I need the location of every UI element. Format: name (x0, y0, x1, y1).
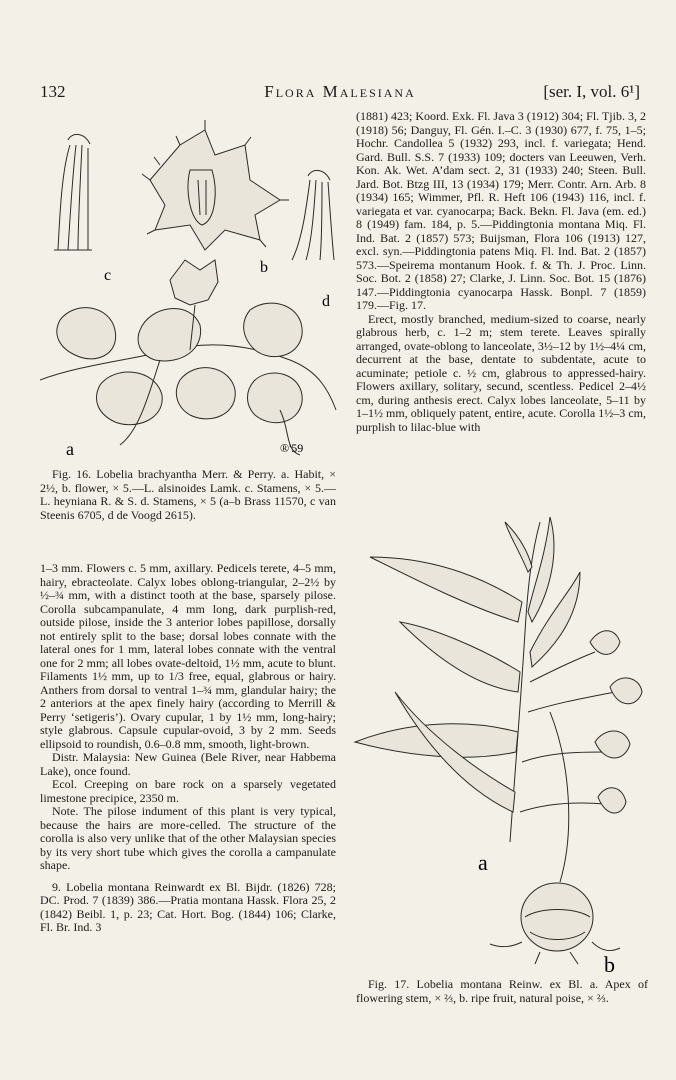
stamens-d-drawing (292, 170, 334, 260)
label-b: b (260, 259, 268, 276)
figure-16-illustration (40, 110, 340, 470)
figure-16-caption-text: Fig. 16. Lobelia brachyantha Merr. & Perry. a. Habit, × 2½, b. flower, × 5.—L. alsinoides Lamk. c. Stamens, × 5.—L. heyniana R. & S. d. Stamens, × 5 (a–b Brass 11570, c van Steenis 6705, d de Voogd 2615). (40, 467, 336, 522)
flowering-stem-a-drawing (355, 517, 642, 842)
label-b: b (604, 952, 615, 972)
flower-b-drawing (142, 120, 289, 250)
species-heading-paragraph: 9. Lobelia montana Reinwardt ex Bl. Bijdr. (1826) 728; DC. Prod. 7 (1839) 386.—Pratia montana Hassk. Flora 25, 2 (1842) Beibl. 1, p. 23; Cat. Hort. Bog. (1844) 106; Clarke, Fl. Br. Ind. 3 (40, 879, 336, 934)
description-paragraph: 1–3 mm. Flowers c. 5 mm, axillary. Pedicels terete, 4–5 mm, hairy, ebracteolate. Calyx lobes oblong-triangular, 2–2½ by ½–¾ mm, with a distinct tooth at the base, sparsely pilose. Corolla subcampanulate, 4 mm long, dark purplish-red, outside pilose, inside the 3 anterior lobes papillose, dorsally not entirely split to the base; dorsal lobes connate with the lateral ones for 1 mm, lateral lobes connate with the ventral one for 2 mm; all lobes ovate-deltoid, 1½ mm, acute to blunt. Filaments 1½ mm, up to 1/3 free, equal, glabrous or hairy. Anthers from dorsal to ventral 1–¾ mm, glandular hairy; the 2 anteriors at the apex finely hairy (according to Merrill & Perry ‘setigeris’). Ovary cupular, 1 by 1½ mm, long-hairy; style glabrous. Capsule cupular-ovoid, 3 by 2 mm. Seeds ellipsoid to roundish, 0.6–0.8 mm, smooth, light-brown. (40, 561, 336, 751)
label-d: d (322, 293, 330, 310)
right-column (356, 110, 646, 434)
habit-a-drawing (40, 260, 336, 455)
page-header (40, 82, 640, 104)
label-c: c (104, 267, 112, 284)
label-a: a (478, 850, 488, 875)
figure-17-illustration (350, 512, 650, 972)
morphology-paragraph: Erect, mostly branched, medium-sized to coarse, nearly glabrous herb, c. 1–2 m; stem terete. Leaves spirally arranged, ovate-oblong to lanceolate, 3½–12 by 1½–4¼ cm, decurrent at the base, dentate to subdentate, acute to acuminate; petiole c. ½ cm, glabrous to appressed-hairy. Flowers axillary, solitary, secund, scentless. Pedicel 2–4½ cm, during anthesis erect. Calyx lobes lanceolate, 5–11 by 1–1½ mm, obliquely patent, entire, acute. Corolla 1½–3 cm, purplish to lilac-blue with (356, 311, 646, 434)
running-title: Flora Malesiana (264, 82, 416, 101)
synonymy-paragraph: (1881) 423; Koord. Exk. Fl. Java 3 (1912) 304; Fl. Tjib. 3, 2 (1918) 56; Danguy, Fl. Gén. I.–C. 3 (1930) 677, f. 75, 1–5; Hochr. Candollea 5 (1932) 293, incl. f. variegata; Hend. Gard. Bull. S.S. 7 (1933) 109; docters van Leeuwen, Verh. Kon. Ak. Wet. A’dam sect. 2, 31 (1933) 240; Steen. Bull. Jard. Bot. Btzg III, 13 (1934) 179; Merr. Contr. Arn. Arb. 8 (1934) 165; Wimmer, Pfl. R. Heft 106 (1943) 116, incl. f. variegata et var. cyanocarpa; Back. Bekn. Fl. Java (em. ed.) 8 (1949) fam. 184, p. 5.—Piddingtonia montana Miq. Fl. Ind. Bat. 2 (1857) 573; Buijsman, Flora 106 (1913) 127, excl. syn.—Piddingtonia patens Miq. Fl. Ind. Bat. 2 (1857) 573.—Speirema montanum Hook. f. & Th. J. Proc. Linn. Soc. Bot. 2 (1858) 27; Clarke, J. Linn. Soc. Bot. 15 (1876) 147.—Piddingtonia cyanocarpa Hassk. Bonpl. 7 (1859) 179.—Fig. 17. (356, 109, 646, 312)
label-a: a (66, 439, 74, 459)
figure-17-caption (356, 978, 648, 1005)
figure-17-caption-text: Fig. 17. Lobelia montana Reinw. ex Bl. a. Apex of flowering stem, × ⅔, b. ripe fruit, natural poise, × ⅔. (356, 977, 648, 1005)
figure-16-caption (40, 468, 336, 522)
note-paragraph: Note. The pilose indument of this plant is very typical, because the hairs are more-celled. The structure of the corolla is also very unlike that of the other Malaysian species by its very short tube which gives the corolla a campanulate shape. (40, 804, 336, 872)
page-number: 132 (40, 82, 66, 101)
left-column (40, 562, 336, 935)
artist-mark: ®'59 (280, 441, 304, 455)
stamens-c-drawing (54, 134, 92, 250)
distribution-paragraph: Distr. Malaysia: New Guinea (Bele River, near Habbema Lake), once found. (40, 750, 336, 778)
ecology-paragraph: Ecol. Creeping on bare rock on a sparsely vegetated limestone precipice, 2350 m. (40, 777, 336, 805)
series-volume: [ser. I, vol. 6¹] (543, 82, 640, 101)
